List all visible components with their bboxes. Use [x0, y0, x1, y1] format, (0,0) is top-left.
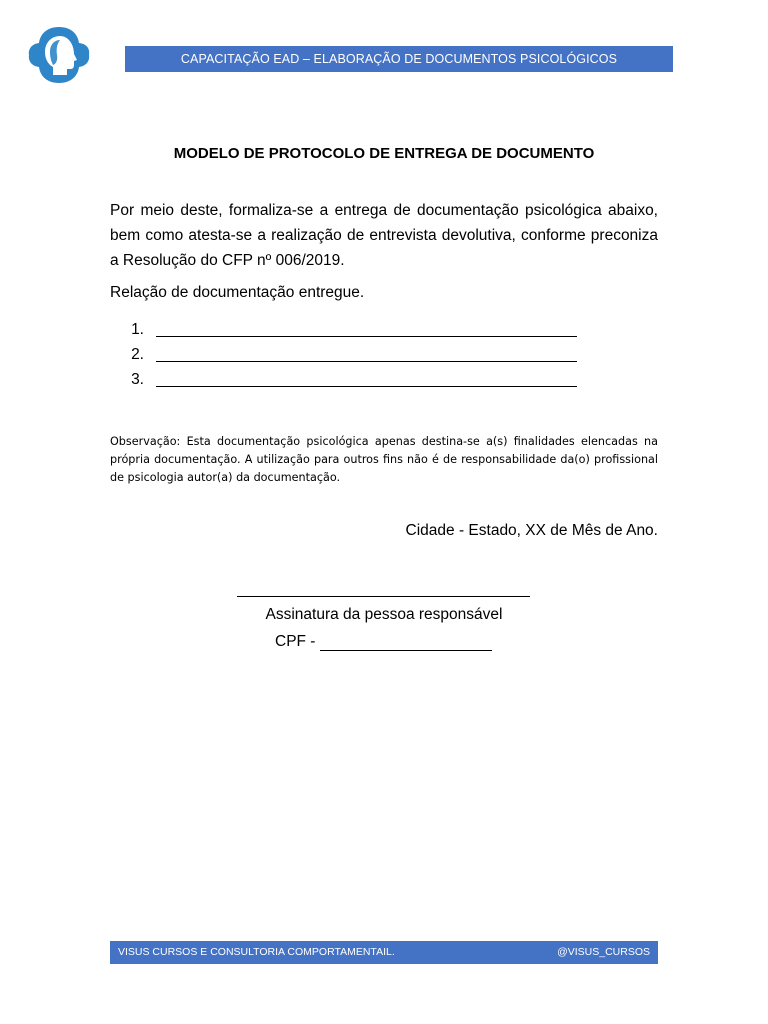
- observation-note: Observação: Esta documentação psicológica apenas destina-se a(s) finalidades elencadas na própria documentação. A utilização para outros fins não é de responsabilidade da(o) profissional de psicologia autor(a) da documentação.: [110, 435, 658, 484]
- list-item: [110, 342, 577, 367]
- list-item: [110, 317, 577, 342]
- document-list: [110, 317, 577, 392]
- signature-line: [237, 596, 530, 597]
- list-heading: Relação de documentação entregue.: [110, 284, 365, 301]
- header-banner: CAPACITAÇÃO EAD – ELABORAÇÃO DE DOCUMENTOS PSICOLÓGICOS: [125, 46, 673, 72]
- list-item-number: 3.: [131, 371, 144, 388]
- blank-line: [156, 367, 577, 387]
- footer-banner: [110, 941, 658, 964]
- place-date: Cidade - Estado, XX de Mês de Ano.: [405, 522, 658, 539]
- head-profile-logo-icon: [26, 24, 92, 86]
- blank-line: [156, 317, 577, 337]
- list-item-number: 1.: [131, 321, 144, 338]
- cpf-row: [275, 633, 492, 651]
- signature-label: Assinatura da pessoa responsável: [265, 606, 503, 623]
- footer-handle: @VISUS_CURSOS: [557, 946, 650, 958]
- list-item: [110, 367, 577, 392]
- intro-paragraph: Por meio deste, formaliza-se a entrega de documentação psicológica abaixo, bem como atesta-se a realização de entrevista devolutiva, conforme preconiza a Resolução do CFP nº 006/2019.: [110, 202, 658, 269]
- blank-line: [156, 342, 577, 362]
- cpf-blank-line: [320, 633, 492, 651]
- document-title: MODELO DE PROTOCOLO DE ENTREGA DE DOCUMENTO: [173, 145, 595, 162]
- list-item-number: 2.: [131, 346, 144, 363]
- footer-company: VISUS CURSOS E CONSULTORIA COMPORTAMENTAIL.: [118, 946, 395, 958]
- cpf-label: CPF -: [275, 633, 316, 650]
